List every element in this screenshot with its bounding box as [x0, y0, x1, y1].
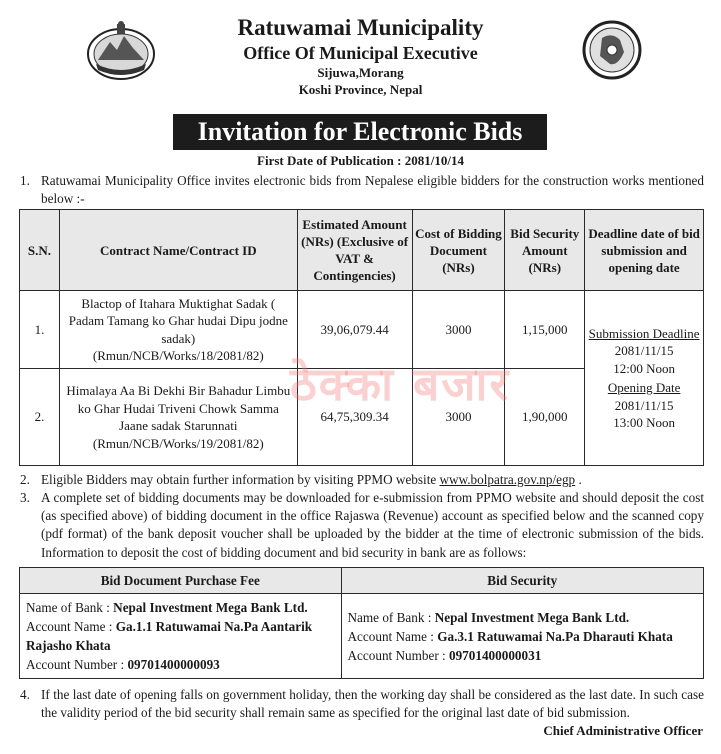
point-2-body: Eligible Bidders may obtain further information by visiting PPMO website	[41, 472, 437, 487]
security-account-name: Ga.3.1 Ratuwamai Na.Pa Dharauti Khata	[437, 628, 673, 644]
bids-table	[19, 209, 704, 466]
header-cost: Cost of Bidding Document (NRs)	[412, 210, 505, 291]
contract-id: (Rmun/NCB/Works/18/2081/82)	[92, 348, 264, 363]
letterhead	[0, 14, 721, 98]
ppmo-website-link[interactable]: www.bolpatra.gov.np/egp	[439, 472, 576, 487]
fee-bank-label: Name of Bank :	[26, 600, 114, 615]
header-security: Bid Security Amount (NRs)	[505, 210, 585, 291]
row-cost: 3000	[412, 291, 505, 369]
point-2-number: 2.	[20, 472, 30, 487]
header-contract: Contract Name/Contract ID	[59, 210, 297, 291]
row-security: 1,15,000	[505, 291, 585, 369]
bids-table-header	[20, 210, 704, 291]
point-4-number: 4.	[20, 687, 30, 702]
location: Sijuwa,Morang	[317, 65, 404, 80]
security-account-number: 09701400000031	[448, 647, 542, 663]
security-header: Bid Security	[341, 568, 703, 594]
municipality-name: Ratuwamai Municipality	[237, 15, 484, 40]
fee-account-name: Ga.1.1 Ratuwamai Na.Pa Aantarik Rajasho Khata	[26, 619, 313, 653]
table-row	[20, 291, 704, 369]
security-bank-label: Name of Bank :	[347, 609, 435, 625]
bank-details-table	[19, 567, 704, 679]
security-bank-name: Nepal Investment Mega Bank Ltd.	[434, 609, 630, 625]
opening-label: Opening Date	[607, 380, 681, 395]
contract-name: Himalaya Aa Bi Dekhi Bir Bahadur Limbu ko Ghar Hudai Triveni Chowk Samma Jaane sadak Starunnati	[66, 383, 291, 433]
province: Koshi Province, Nepal	[298, 82, 423, 97]
row-sn: 1.	[20, 291, 60, 369]
opening-time: 13:00 Noon	[613, 415, 675, 430]
office-name: Office Of Municipal Executive	[243, 43, 478, 63]
row-cost: 3000	[412, 369, 505, 466]
row-security: 1,90,000	[505, 369, 585, 466]
fee-header: Bid Document Purchase Fee	[20, 568, 342, 594]
point-3-text: A complete set of bidding documents may be downloaded for e-submission from PPMO website and should deposit the cost (as specified above) of bidding document in the office Rajaswa (Revenue) account as specified below and the scanned copy (pdf format) of the bank deposit voucher shall be uploaded by the bidder at the time of electronic submission of the bids. Information to deposit the cost of bidding document and bid security in bank are as follows:	[41, 490, 704, 560]
row-amount: 64,75,309.34	[297, 369, 412, 466]
fee-account-name-label: Account Name :	[26, 619, 116, 634]
header-amount: Estimated Amount (NRs) (Exclusive of VAT & Contingencies)	[297, 210, 412, 291]
publication-date: First Date of Publication : 2081/10/14	[257, 153, 464, 168]
security-bank-details	[341, 594, 703, 679]
row-sn: 2.	[20, 369, 60, 466]
fee-account-number: 09701400000093	[127, 657, 220, 672]
header-sn: S.N.	[20, 210, 60, 291]
point-4-text: If the last date of opening falls on government holiday, then the working day shall be considered as the last date. In such case the validity period of the bid security shall remain same as specified for the original last date of bid submission.	[41, 687, 704, 721]
submission-label: Submission Deadline	[588, 325, 700, 341]
row-contract	[59, 369, 297, 466]
header-deadline: Deadline date of bid submission and opening date	[585, 210, 704, 291]
security-account-name-label: Account Name :	[347, 628, 438, 644]
submission-date: 2081/11/15	[614, 343, 674, 358]
security-account-number-label: Account Number :	[347, 647, 449, 663]
point-3-number: 3.	[20, 490, 30, 505]
fee-bank-details	[20, 594, 342, 679]
watermark-logo: ठेक्का बजार	[290, 357, 511, 411]
signoff: Chief Administrative Officer	[543, 723, 703, 738]
notice-title: Invitation for Electronic Bids	[173, 114, 547, 150]
row-contract	[59, 291, 297, 369]
submission-time: 12:00 Noon	[613, 360, 675, 376]
fee-account-number-label: Account Number :	[26, 657, 128, 672]
contract-id: (Rmun/NCB/Works/19/2081/82)	[92, 435, 264, 451]
point-1-number: 1.	[20, 173, 30, 188]
fee-bank-name: Nepal Investment Mega Bank Ltd.	[113, 600, 308, 615]
point-2-text	[41, 471, 704, 489]
opening-date: 2081/11/15	[614, 397, 674, 413]
row-amount: 39,06,079.44	[297, 291, 412, 369]
point-2-end: .	[575, 472, 582, 487]
deadline-cell	[585, 291, 704, 466]
point-1-text: Ratuwamai Municipality Office invites electronic bids from Nepalese eligible bidders for the construction works mentioned below :-	[41, 173, 704, 207]
contract-name: Blactop of Itahara Muktighat Sadak ( Padam Tamang ko Ghar hudai Dipu jodne sadak)	[68, 295, 288, 346]
